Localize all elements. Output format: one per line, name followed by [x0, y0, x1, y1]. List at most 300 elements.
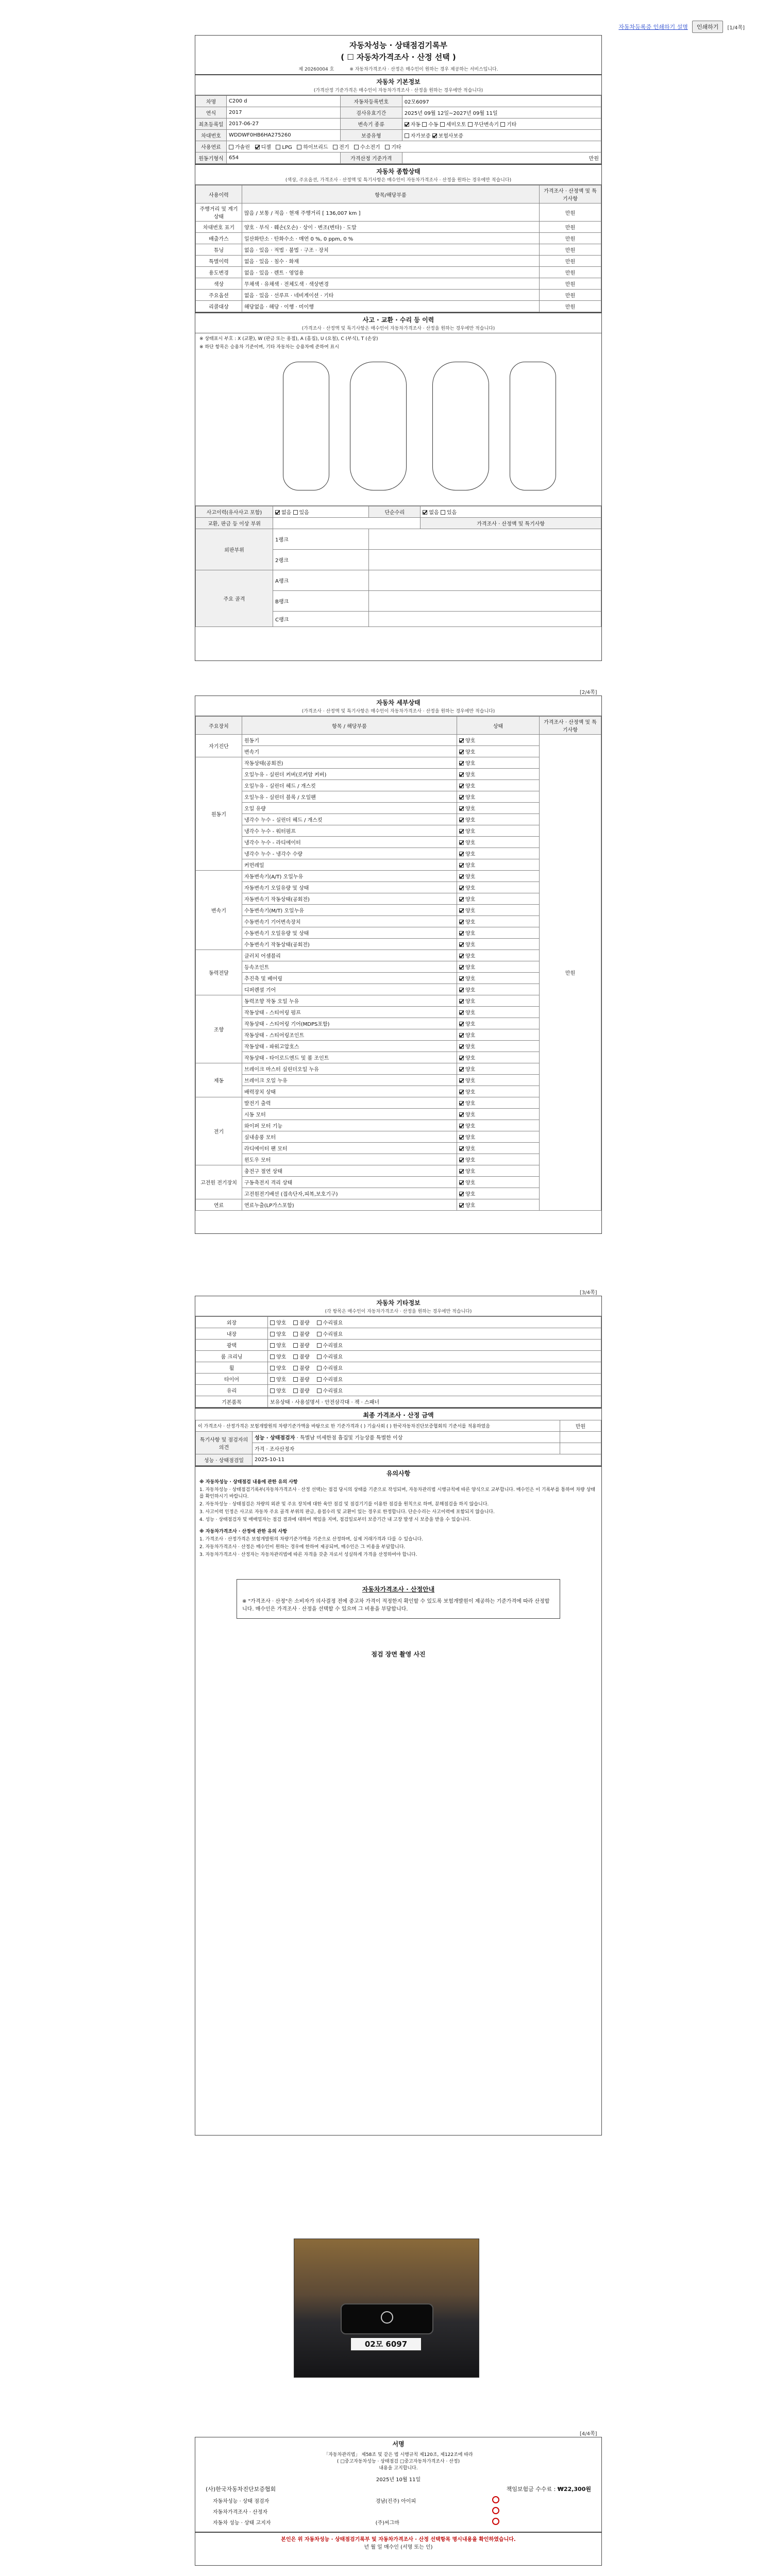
checkbox-icon[interactable]: [459, 1124, 464, 1128]
checkbox-icon[interactable]: [317, 1388, 322, 1393]
detail-state-label: 양호: [465, 874, 476, 880]
other-state: [268, 1317, 601, 1328]
detail-item: 실내송풍 모터: [242, 1131, 457, 1143]
detail-state: [457, 1063, 540, 1075]
detail-state: [457, 1165, 540, 1177]
accident-note: (가격조사 · 산정액 및 특기사항은 매수인이 자동차가격조사 · 산정을 원하는 경우에만 적습니다): [195, 325, 601, 333]
detail-item: 자동변속기 작동상태(공회전): [242, 893, 457, 905]
sign-law: 「자동차관리법」 제58조 및 같은 법 시행규칙 제120조, 제122조에 따라: [324, 2452, 473, 2458]
detail-state-label: 양호: [465, 1044, 476, 1050]
other-state-label: 양호: [276, 1377, 287, 1383]
status-row-value: 양호 · 부식 · 훼손(오손) · 상이 · 변조(변타) · 도말: [242, 222, 540, 233]
detail-item: 발전기 출력: [242, 1097, 457, 1109]
other-state-label: 양호: [276, 1332, 287, 1337]
checkbox-icon[interactable]: [354, 145, 359, 149]
guarantee-self: 자가보증: [410, 133, 431, 139]
other-state-label: 불량: [299, 1388, 310, 1394]
detail-item: 연료누출(LP가스포함): [242, 1199, 457, 1211]
checkbox-icon[interactable]: [293, 1377, 298, 1382]
checkbox-icon[interactable]: [440, 122, 445, 127]
page-3: [195, 1296, 602, 2136]
brand-logo-icon: [381, 2311, 393, 2324]
buyer-sign-line: 년 월 일 매수인 (서명 또는 인): [364, 2545, 433, 2550]
other-state-label: 불량: [299, 1366, 310, 1371]
detail-state-label: 양호: [465, 1169, 476, 1175]
other-state-label: 수리필요: [323, 1332, 343, 1337]
checkbox-icon[interactable]: [459, 954, 464, 958]
other-note: (각 항목은 매수인이 자동차가격조사 · 산정을 원하는 경우에만 적습니다): [195, 1308, 601, 1316]
detail-item: 원동기: [242, 735, 457, 746]
checkbox-icon[interactable]: [459, 1203, 464, 1208]
status-row-label: 특별이력: [196, 256, 242, 267]
checkbox-icon[interactable]: [317, 1366, 322, 1370]
detail-state: [457, 927, 540, 939]
detail-item: 클러치 어셈블리: [242, 950, 457, 961]
status-row-label: 주행거리 및 계기상태: [196, 204, 242, 222]
checkbox-icon[interactable]: [459, 999, 464, 1004]
vin-value: WDDWF0HB6HA275260: [227, 130, 341, 141]
status-row-price: 만원: [540, 256, 601, 267]
checkbox-icon[interactable]: [255, 145, 260, 149]
notice-paragraph: 1. 가격조사 · 산정가격은 보험개발원의 차량기준가액을 기준으로 산정하며, 실제 거래가격과 다를 수 있습니다.: [199, 1537, 424, 1542]
engine-label: 원동기형식: [196, 152, 227, 164]
registration-print-link[interactable]: 자동차등록증 인쇄하기 설명: [618, 24, 688, 30]
page-4: [195, 2437, 602, 2566]
simple-none: 없음: [429, 510, 439, 516]
checkbox-icon[interactable]: [297, 145, 301, 149]
detail-state-label: 양호: [465, 976, 476, 982]
frame-label: 교환, 판금 등 이상 부위: [196, 518, 273, 529]
other-state-label: 불량: [299, 1343, 310, 1349]
document-number: 제 20260004 호: [298, 67, 334, 72]
status-row-label: 리콜대상: [196, 301, 242, 312]
detail-title: 자동차 세부상태: [376, 699, 421, 706]
checkbox-icon[interactable]: [459, 1158, 464, 1162]
document-title: 자동차성능 · 상태점검기록부: [349, 41, 448, 50]
status-table: [195, 185, 601, 312]
detail-state-label: 양호: [465, 942, 476, 948]
status-row-price: 만원: [540, 244, 601, 256]
notice-paragraph: 2. 자동차성능 · 상태점검은 차량의 외관 및 주요 장치에 대한 육안 점검 및 점검기기를 이용한 점검을 원칙으로 하며, 분해점검을 하지 않습니다.: [199, 1502, 489, 1507]
price-guide-box: [237, 1579, 560, 1619]
checkbox-icon[interactable]: [459, 1169, 464, 1174]
spec1-value: 특별남 미세한점 흡집및 기능상품 특별한 이상: [299, 1435, 403, 1441]
detail-state: [457, 950, 540, 961]
detail-state-label: 양호: [465, 829, 476, 835]
checkbox-icon[interactable]: [317, 1332, 322, 1336]
car-top-view-icon: [350, 362, 407, 490]
checkbox-icon[interactable]: [459, 897, 464, 902]
checkbox-icon[interactable]: [468, 122, 473, 127]
status-row-price: 만원: [540, 204, 601, 222]
checkbox-icon[interactable]: [459, 852, 464, 856]
checkbox-icon[interactable]: [385, 145, 390, 149]
detail-state-label: 양호: [465, 965, 476, 971]
detail-group-label: 동력전달: [196, 950, 242, 995]
checkbox-icon[interactable]: [293, 510, 298, 515]
basic-info-note: (가격산정 기준가격은 매수인이 자동차가격조사 · 산정을 원하는 경우에만 적습니다): [195, 87, 601, 95]
detail-state-label: 양호: [465, 750, 476, 755]
detail-item: 수동변속기 기어변속장치: [242, 916, 457, 927]
page-2: [195, 696, 602, 1234]
signer-role: 자동차 성능 · 상태 고지자: [213, 2520, 271, 2526]
detail-state-label: 양호: [465, 1090, 476, 1095]
detail-state: [457, 871, 540, 882]
checkbox-icon[interactable]: [459, 795, 464, 800]
checkbox-icon[interactable]: [459, 1192, 464, 1196]
checkbox-icon[interactable]: [441, 510, 445, 515]
detail-item: 수동변속기(M/T) 오일누유: [242, 905, 457, 916]
checkbox-icon[interactable]: [459, 931, 464, 936]
other-state: [268, 1351, 601, 1362]
checkbox-icon[interactable]: [459, 1056, 464, 1060]
other-state-label: 양호: [276, 1354, 287, 1360]
detail-price: 만원: [540, 735, 601, 1211]
checkbox-icon[interactable]: [459, 829, 464, 834]
detail-state: [457, 1097, 540, 1109]
status-row-value: 일산화탄소 · 탄화수소 · 매연 0 %, 0 ppm, 0 %: [242, 233, 540, 244]
status-row-price: 만원: [540, 222, 601, 233]
checkbox-icon[interactable]: [459, 772, 464, 777]
detail-item: 자동변속기 오일유량 및 상태: [242, 882, 457, 893]
checkbox-icon[interactable]: [317, 1343, 322, 1348]
company-row: [195, 2483, 601, 2495]
other-state-label: 수리필요: [323, 1354, 343, 1360]
detail-item: 고전원전기배선 (접속단자,피복,보호기구): [242, 1188, 457, 1199]
checkbox-icon[interactable]: [459, 1022, 464, 1026]
other-state: [268, 1340, 601, 1351]
simple-yes: 있음: [446, 510, 457, 516]
detail-state-label: 양호: [465, 1056, 476, 1061]
checkbox-icon[interactable]: [459, 1146, 464, 1151]
main-frame-label: 주요 골격: [196, 570, 273, 627]
detail-state: [457, 1154, 540, 1165]
status-row-value: 없음 · 있음 · 적법 · 불법 · 구조 · 장치: [242, 244, 540, 256]
checkbox-icon[interactable]: [293, 1332, 298, 1336]
other-state-label: 수리필요: [323, 1377, 343, 1383]
detail-state-label: 양호: [465, 931, 476, 937]
checkbox-icon[interactable]: [270, 1366, 275, 1370]
other-state-label: 불량: [299, 1354, 310, 1360]
other-item: 룸 크리닝: [196, 1351, 268, 1362]
document-subtitle: ( ☐ 자동차가격조사 · 산정 선택 ): [341, 53, 456, 62]
license-plate: 02모 6097: [350, 2337, 422, 2351]
status-row-value: 많음 / 보통 / 적음 · 현재 주행거리 [ 136,007 km ]: [242, 204, 540, 222]
status-row-value: 해당없음 · 해당 · 이행 · 미이행: [242, 301, 540, 312]
status-row-price: 만원: [540, 301, 601, 312]
other-title: 자동차 기타정보: [376, 1299, 421, 1307]
detail-state: [457, 780, 540, 791]
page-number: [4/4쪽]: [580, 2431, 597, 2437]
notice-paragraph: 3. 자동차가격조사 · 산정자는 자동차관리법에 따른 자격을 갖춘 자로서 성실하게 가격을 산정하여야 합니다.: [199, 1552, 417, 1557]
detail-state: [457, 961, 540, 973]
detail-state-label: 양호: [465, 1192, 476, 1197]
checkbox-icon[interactable]: [270, 1320, 275, 1325]
detail-item: 오일 유량: [242, 803, 457, 814]
detail-state-label: 양호: [465, 806, 476, 812]
checkbox-icon[interactable]: [459, 1033, 464, 1038]
other-state-label: 양호: [276, 1320, 287, 1326]
detail-state-label: 양호: [465, 897, 476, 903]
status-col-use: 사용이력: [196, 185, 242, 204]
accident-legend-2: ※ 하단 항목은 승용차 기준이며, 기타 자동차는 승용차에 준하여 표시: [199, 345, 339, 350]
detail-item: 배력장치 상태: [242, 1086, 457, 1097]
checkbox-icon[interactable]: [459, 1112, 464, 1117]
car-right-side-icon: [510, 362, 556, 490]
detail-state-label: 양호: [465, 1078, 476, 1084]
seal-icon: [492, 2518, 499, 2525]
checkbox-icon[interactable]: [293, 1388, 298, 1393]
detail-item: 냉각수 누수 - 냉각수 수량: [242, 848, 457, 859]
top-toolbar: [487, 21, 745, 33]
checkbox-icon[interactable]: [459, 1135, 464, 1140]
company-name: (사)한국자동차진단보증협회: [206, 2486, 276, 2493]
accident-legend: ※ 상태표시 부호 : X (교환), W (판금 또는 용접), A (흠집), U (요철), C (부식), T (손상): [199, 336, 378, 342]
trans-options: [402, 118, 601, 130]
detail-state-label: 양호: [465, 772, 476, 778]
checkbox-icon[interactable]: [459, 942, 464, 947]
basic-info-table: [195, 95, 601, 164]
inspect-date-label: 성능 · 상태점검일: [196, 1454, 253, 1466]
fuel-electric: 전기: [339, 145, 349, 150]
checkbox-icon[interactable]: [293, 1343, 298, 1348]
other-item: 휠: [196, 1362, 268, 1374]
checkbox-icon[interactable]: [275, 510, 280, 515]
status-row-label: 용도변경: [196, 267, 242, 278]
checkbox-icon[interactable]: [270, 1354, 275, 1359]
checkbox-icon[interactable]: [229, 145, 233, 149]
inspection-photo: [294, 2239, 479, 2378]
checkbox-icon[interactable]: [270, 1343, 275, 1348]
checkbox-icon[interactable]: [459, 761, 464, 766]
detail-state-label: 양호: [465, 795, 476, 801]
detail-col-device: 주요장치: [196, 717, 242, 735]
detail-state: [457, 1018, 540, 1029]
status-row-value: 무채색 · 유채색 · 전체도색 · 색상변경: [242, 278, 540, 290]
status-row-price: 만원: [540, 290, 601, 301]
fuel-hybrid: 하이브리드: [303, 145, 328, 150]
detail-note: (가격조사 · 산정액 및 특기사항은 매수인이 자동차가격조사 · 산정을 원하는 경우에만 적습니다): [195, 707, 601, 716]
checkbox-icon[interactable]: [317, 1377, 322, 1382]
price-guide-text: ※ "가격조사 · 산정"은 소비자가 의사결정 전에 중고차 가격이 적정한지 확인할 수 있도록 보험개발원이 제공하는 기준가격에 따라 산정합니다. 매수인은 가격조사 · 산정을 선택할 수 있으며 그 비용을 부담합니다.: [242, 1599, 550, 1612]
checkbox-icon[interactable]: [459, 988, 464, 992]
detail-state: [457, 882, 540, 893]
detail-state: [457, 905, 540, 916]
checkbox-icon[interactable]: [459, 886, 464, 890]
firstreg-value: 2017-06-27: [227, 118, 341, 130]
detail-item: 작동상태(공회전): [242, 757, 457, 769]
checkbox-icon[interactable]: [459, 806, 464, 811]
checkbox-icon[interactable]: [270, 1332, 275, 1336]
detail-state: [457, 769, 540, 780]
detail-item: 브레이크 오일 누유: [242, 1075, 457, 1086]
accident-table: [195, 506, 601, 627]
checkbox-icon[interactable]: [459, 1180, 464, 1185]
other-item: 유리: [196, 1385, 268, 1396]
checkbox-icon[interactable]: [459, 738, 464, 743]
detail-state-label: 양호: [465, 863, 476, 869]
checkbox-icon[interactable]: [405, 133, 409, 138]
other-state-label: 수리필요: [323, 1366, 343, 1371]
reg-label: 자동차등록번호: [340, 96, 402, 107]
price-unit: 만원: [560, 1420, 601, 1432]
accident-title: 사고 · 교환 · 수리 등 이력: [195, 312, 601, 325]
checkbox-icon[interactable]: [459, 920, 464, 924]
signer-name: (주)씨그마: [375, 2520, 400, 2526]
detail-state-label: 양호: [465, 1180, 476, 1186]
checkbox-icon[interactable]: [459, 863, 464, 868]
other-state-label: 불량: [299, 1377, 310, 1383]
page-number: [1/4쪽]: [727, 25, 745, 31]
year-label: 연식: [196, 107, 227, 118]
detail-item: 냉각수 누수 - 워터펌프: [242, 825, 457, 837]
checkbox-icon[interactable]: [423, 510, 427, 515]
spec2-label: 가격 · 조사산정자: [253, 1443, 560, 1454]
price-section-title: 최종 가격조사 · 산정 금액: [195, 1408, 601, 1420]
car-diagram: [195, 351, 601, 506]
price-label: 가격산정 기준가격: [340, 152, 402, 164]
detail-state-label: 양호: [465, 1146, 476, 1152]
detail-state: [457, 1188, 540, 1199]
detail-state-label: 양호: [465, 1033, 476, 1039]
checkbox-icon[interactable]: [270, 1377, 275, 1382]
checkbox-icon[interactable]: [293, 1366, 298, 1370]
checkbox-icon[interactable]: [459, 840, 464, 845]
spec1-label: 성능 · 상태점검자: [255, 1435, 295, 1441]
vin-label: 차대번호: [196, 130, 227, 141]
checkbox-icon[interactable]: [459, 1067, 464, 1072]
other-item: 타이어: [196, 1374, 268, 1385]
checkbox-icon[interactable]: [459, 874, 464, 879]
other-state-label: 불량: [299, 1332, 310, 1337]
other-state: [268, 1328, 601, 1340]
spec-label: 특기사항 및 점검자의 의견: [196, 1432, 253, 1454]
detail-item: 디퍼렌셜 기어: [242, 984, 457, 995]
checkbox-icon[interactable]: [459, 976, 464, 981]
trans-label: 변속기 종류: [340, 118, 402, 130]
detail-item: 작동상태 - 스티어링조인트: [242, 1029, 457, 1041]
accident-history-label: 사고이력(유사사고 포함): [196, 506, 273, 518]
checkbox-icon[interactable]: [422, 122, 427, 127]
checkbox-icon[interactable]: [459, 965, 464, 970]
status-col-price: 가격조사 · 산정액 및 특기사항: [540, 185, 601, 204]
car-left-side-icon: [283, 362, 329, 490]
checkbox-icon[interactable]: [293, 1320, 298, 1325]
firstreg-label: 최초등록일: [196, 118, 227, 130]
status-col-item: 항목/해당부품: [242, 185, 540, 204]
checkbox-icon[interactable]: [317, 1320, 322, 1325]
detail-item: 수동변속기 오일유량 및 상태: [242, 927, 457, 939]
checkbox-icon[interactable]: [459, 1090, 464, 1094]
other-state: [268, 1374, 601, 1385]
simple-repair-options: [421, 506, 601, 518]
reg-value: 02모6097: [402, 96, 601, 107]
detail-table: [195, 716, 601, 1211]
page-number: [3/4쪽]: [580, 1290, 597, 1296]
status-note: (색상, 주요옵션, 가격조사 · 산정액 및 특기사항은 매수인이 자동차가격조사 · 산정을 원하는 경우에만 적습니다): [195, 176, 601, 185]
detail-item: 라디에이터 팬 모터: [242, 1143, 457, 1154]
checkbox-icon[interactable]: [293, 1354, 298, 1359]
checkbox-icon[interactable]: [276, 145, 280, 149]
checkbox-icon[interactable]: [459, 908, 464, 913]
checkbox-icon[interactable]: [333, 145, 338, 149]
status-row-value: 없음 · 있음 · 렌트 · 영업용: [242, 267, 540, 278]
status-row-price: 만원: [540, 278, 601, 290]
detail-state: [457, 814, 540, 825]
print-button[interactable]: 인쇄하기: [692, 21, 724, 33]
detail-state: [457, 984, 540, 995]
checkbox-icon[interactable]: [459, 1010, 464, 1015]
detail-state-label: 양호: [465, 1022, 476, 1027]
page-number: [2/4쪽]: [580, 690, 597, 696]
detail-state-label: 양호: [465, 852, 476, 857]
detail-state-label: 양호: [465, 738, 476, 744]
buyer-confirm-text: 본인은 위 자동차성능 · 상태점검기록부 및 자동차가격조사 · 산정 선택항목 명시내용을 확인하였습니다.: [281, 2537, 516, 2543]
sign-law-2: ( □중고자동차성능 · 상태점검 □중고자동차가격조사 · 산정): [337, 2459, 460, 2464]
checkbox-icon[interactable]: [405, 122, 409, 127]
notice-body: [195, 1479, 601, 1558]
other-table: [195, 1316, 601, 1408]
fuel-hydrogen: 수소전기: [360, 145, 380, 150]
notice-paragraph: 4. 성능 · 상태점검자 및 매매업자는 점검 결과에 대하여 책임을 지며, 점검일로부터 보증기간 내 고장 발생 시 보증을 받을 수 있습니다.: [199, 1517, 471, 1522]
other-state: [268, 1362, 601, 1374]
detail-item: 오일누유 - 실린더 커버(로커암 커버): [242, 769, 457, 780]
detail-state-label: 양호: [465, 1203, 476, 1209]
checkbox-icon[interactable]: [459, 750, 464, 754]
checkbox-icon[interactable]: [500, 122, 505, 127]
document-header: [195, 36, 601, 74]
fuel-etc: 기타: [391, 145, 401, 150]
other-item: 기본품목: [196, 1396, 268, 1408]
detail-state: [457, 837, 540, 848]
guarantee-label: 보증유형: [340, 130, 402, 141]
checkbox-icon[interactable]: [459, 1101, 464, 1106]
checkbox-icon[interactable]: [459, 818, 464, 822]
detail-state: [457, 1177, 540, 1188]
detail-state: [457, 973, 540, 984]
checkbox-icon[interactable]: [459, 784, 464, 788]
other-state-label: 수리필요: [323, 1388, 343, 1394]
detail-state: [457, 1109, 540, 1120]
checkbox-icon[interactable]: [317, 1354, 322, 1359]
detail-state: [457, 1131, 540, 1143]
detail-group-label: 연료: [196, 1199, 242, 1211]
detail-state: [457, 757, 540, 769]
price-table: [195, 1420, 601, 1466]
detail-state: [457, 1199, 540, 1211]
status-row-label: 차대번호 표기: [196, 222, 242, 233]
fuel-options: [227, 141, 601, 152]
detail-item: 시동 모터: [242, 1109, 457, 1120]
other-state-label: 양호: [276, 1388, 287, 1394]
detail-item: 자동변속기(A/T) 오일누유: [242, 871, 457, 882]
status-row-price: 만원: [540, 233, 601, 244]
status-row-label: 색상: [196, 278, 242, 290]
accident-none: 없음: [281, 510, 292, 516]
checkbox-icon[interactable]: [432, 133, 437, 138]
detail-col-item: 항목 / 해당부품: [242, 717, 457, 735]
checkbox-icon[interactable]: [459, 1044, 464, 1049]
page-1: [195, 35, 602, 661]
status-row-value: 없음 · 있음 · 침수 · 화재: [242, 256, 540, 267]
sign-date: 2025년 10월 11일: [376, 2477, 421, 2483]
fuel-label: 사용연료: [196, 141, 227, 152]
detail-item: 윈도우 모터: [242, 1154, 457, 1165]
detail-state: [457, 1075, 540, 1086]
checkbox-icon[interactable]: [270, 1388, 275, 1393]
detail-state-label: 양호: [465, 920, 476, 925]
checkbox-icon[interactable]: [459, 1078, 464, 1083]
